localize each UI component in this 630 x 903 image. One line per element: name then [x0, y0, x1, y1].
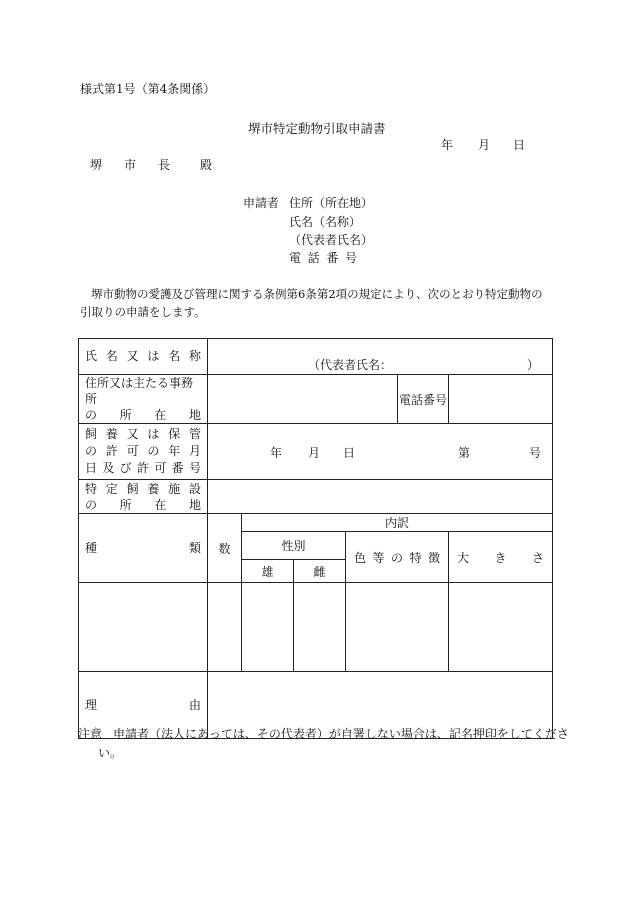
breakdown-label: 内訳	[242, 514, 553, 532]
note-label: 注意	[78, 727, 103, 741]
permit-month-label: 月	[308, 446, 321, 460]
date-day-label: 日	[513, 138, 526, 152]
body-text-line2: 引取りの申請をします。	[80, 305, 206, 319]
date-month-label: 月	[478, 138, 491, 152]
addressee: 堺 市 長 殿	[90, 158, 212, 172]
color-features-field[interactable]	[346, 583, 449, 672]
applicant-label: 申請者	[243, 196, 280, 210]
female-count-field[interactable]	[294, 583, 346, 672]
sex-label: 性別	[242, 532, 346, 560]
note-line1: 申請者（法人にあっては、その代表者）が自署しない場合は、記名押印をしてくださ	[113, 727, 569, 741]
name-field[interactable]	[208, 339, 553, 375]
reason-label: 理 由	[79, 672, 208, 739]
row-facility	[79, 480, 553, 514]
permit-label: 飼 養 又 は 保 管 の 許 可 の 年 月 日 及 び 許 可 番 号	[79, 424, 208, 480]
applicant-phone-label: 電 話 番 号	[289, 251, 357, 265]
row-permit	[79, 424, 553, 480]
phone-field[interactable]	[449, 375, 553, 424]
office-address-field[interactable]	[208, 375, 398, 424]
phone-label: 電話番号	[398, 375, 449, 424]
permit-number-prefix: 第	[458, 446, 471, 460]
facility-label: 特 定 飼 養 施 設 の 所 在 地	[79, 480, 208, 514]
size-field[interactable]	[449, 583, 553, 672]
male-count-field[interactable]	[242, 583, 294, 672]
body-text-line1: 堺市動物の愛護及び管理に関する条例第6条第2項の規定により、次のとおり特定動物の	[91, 287, 543, 301]
date-year-label: 年	[441, 138, 454, 152]
row-species-header-1	[79, 514, 553, 532]
row-office-address	[79, 375, 553, 424]
species-field[interactable]	[79, 583, 208, 672]
row-name	[79, 339, 553, 375]
color-label: 色 等 の 特 徴	[346, 532, 449, 583]
form-number: 様式第1号（第4条関係）	[80, 82, 216, 96]
count-field[interactable]	[208, 583, 242, 672]
row-species-entry	[79, 583, 553, 672]
office-address-label: 住所又は主たる事務所 の 所 在 地	[79, 375, 208, 424]
application-table	[78, 338, 553, 739]
page-title: 堺市特定動物引取申請書	[248, 121, 386, 136]
permit-year-label: 年	[270, 446, 283, 460]
male-label: 雄	[242, 560, 294, 583]
applicant-representative-label: （代表者氏名）	[289, 233, 374, 247]
applicant-name-label: 氏名（名 称）	[289, 215, 362, 229]
note-line2: い。	[98, 746, 123, 760]
female-label: 雌	[294, 560, 346, 583]
representative-open: （代表者氏名：	[308, 358, 393, 372]
representative-close: ）	[527, 358, 540, 372]
name-label: 氏 名 又 は 名 称	[79, 339, 208, 375]
permit-day-label: 日	[343, 446, 356, 460]
permit-number-suffix: 号	[529, 446, 542, 460]
species-label: 種 類	[79, 514, 208, 583]
count-label: 数	[208, 514, 242, 583]
permit-field[interactable]	[208, 424, 553, 480]
facility-field[interactable]	[208, 480, 553, 514]
applicant-address-label: 住所（所在地）	[289, 196, 374, 210]
size-label: 大 き さ	[449, 532, 553, 583]
